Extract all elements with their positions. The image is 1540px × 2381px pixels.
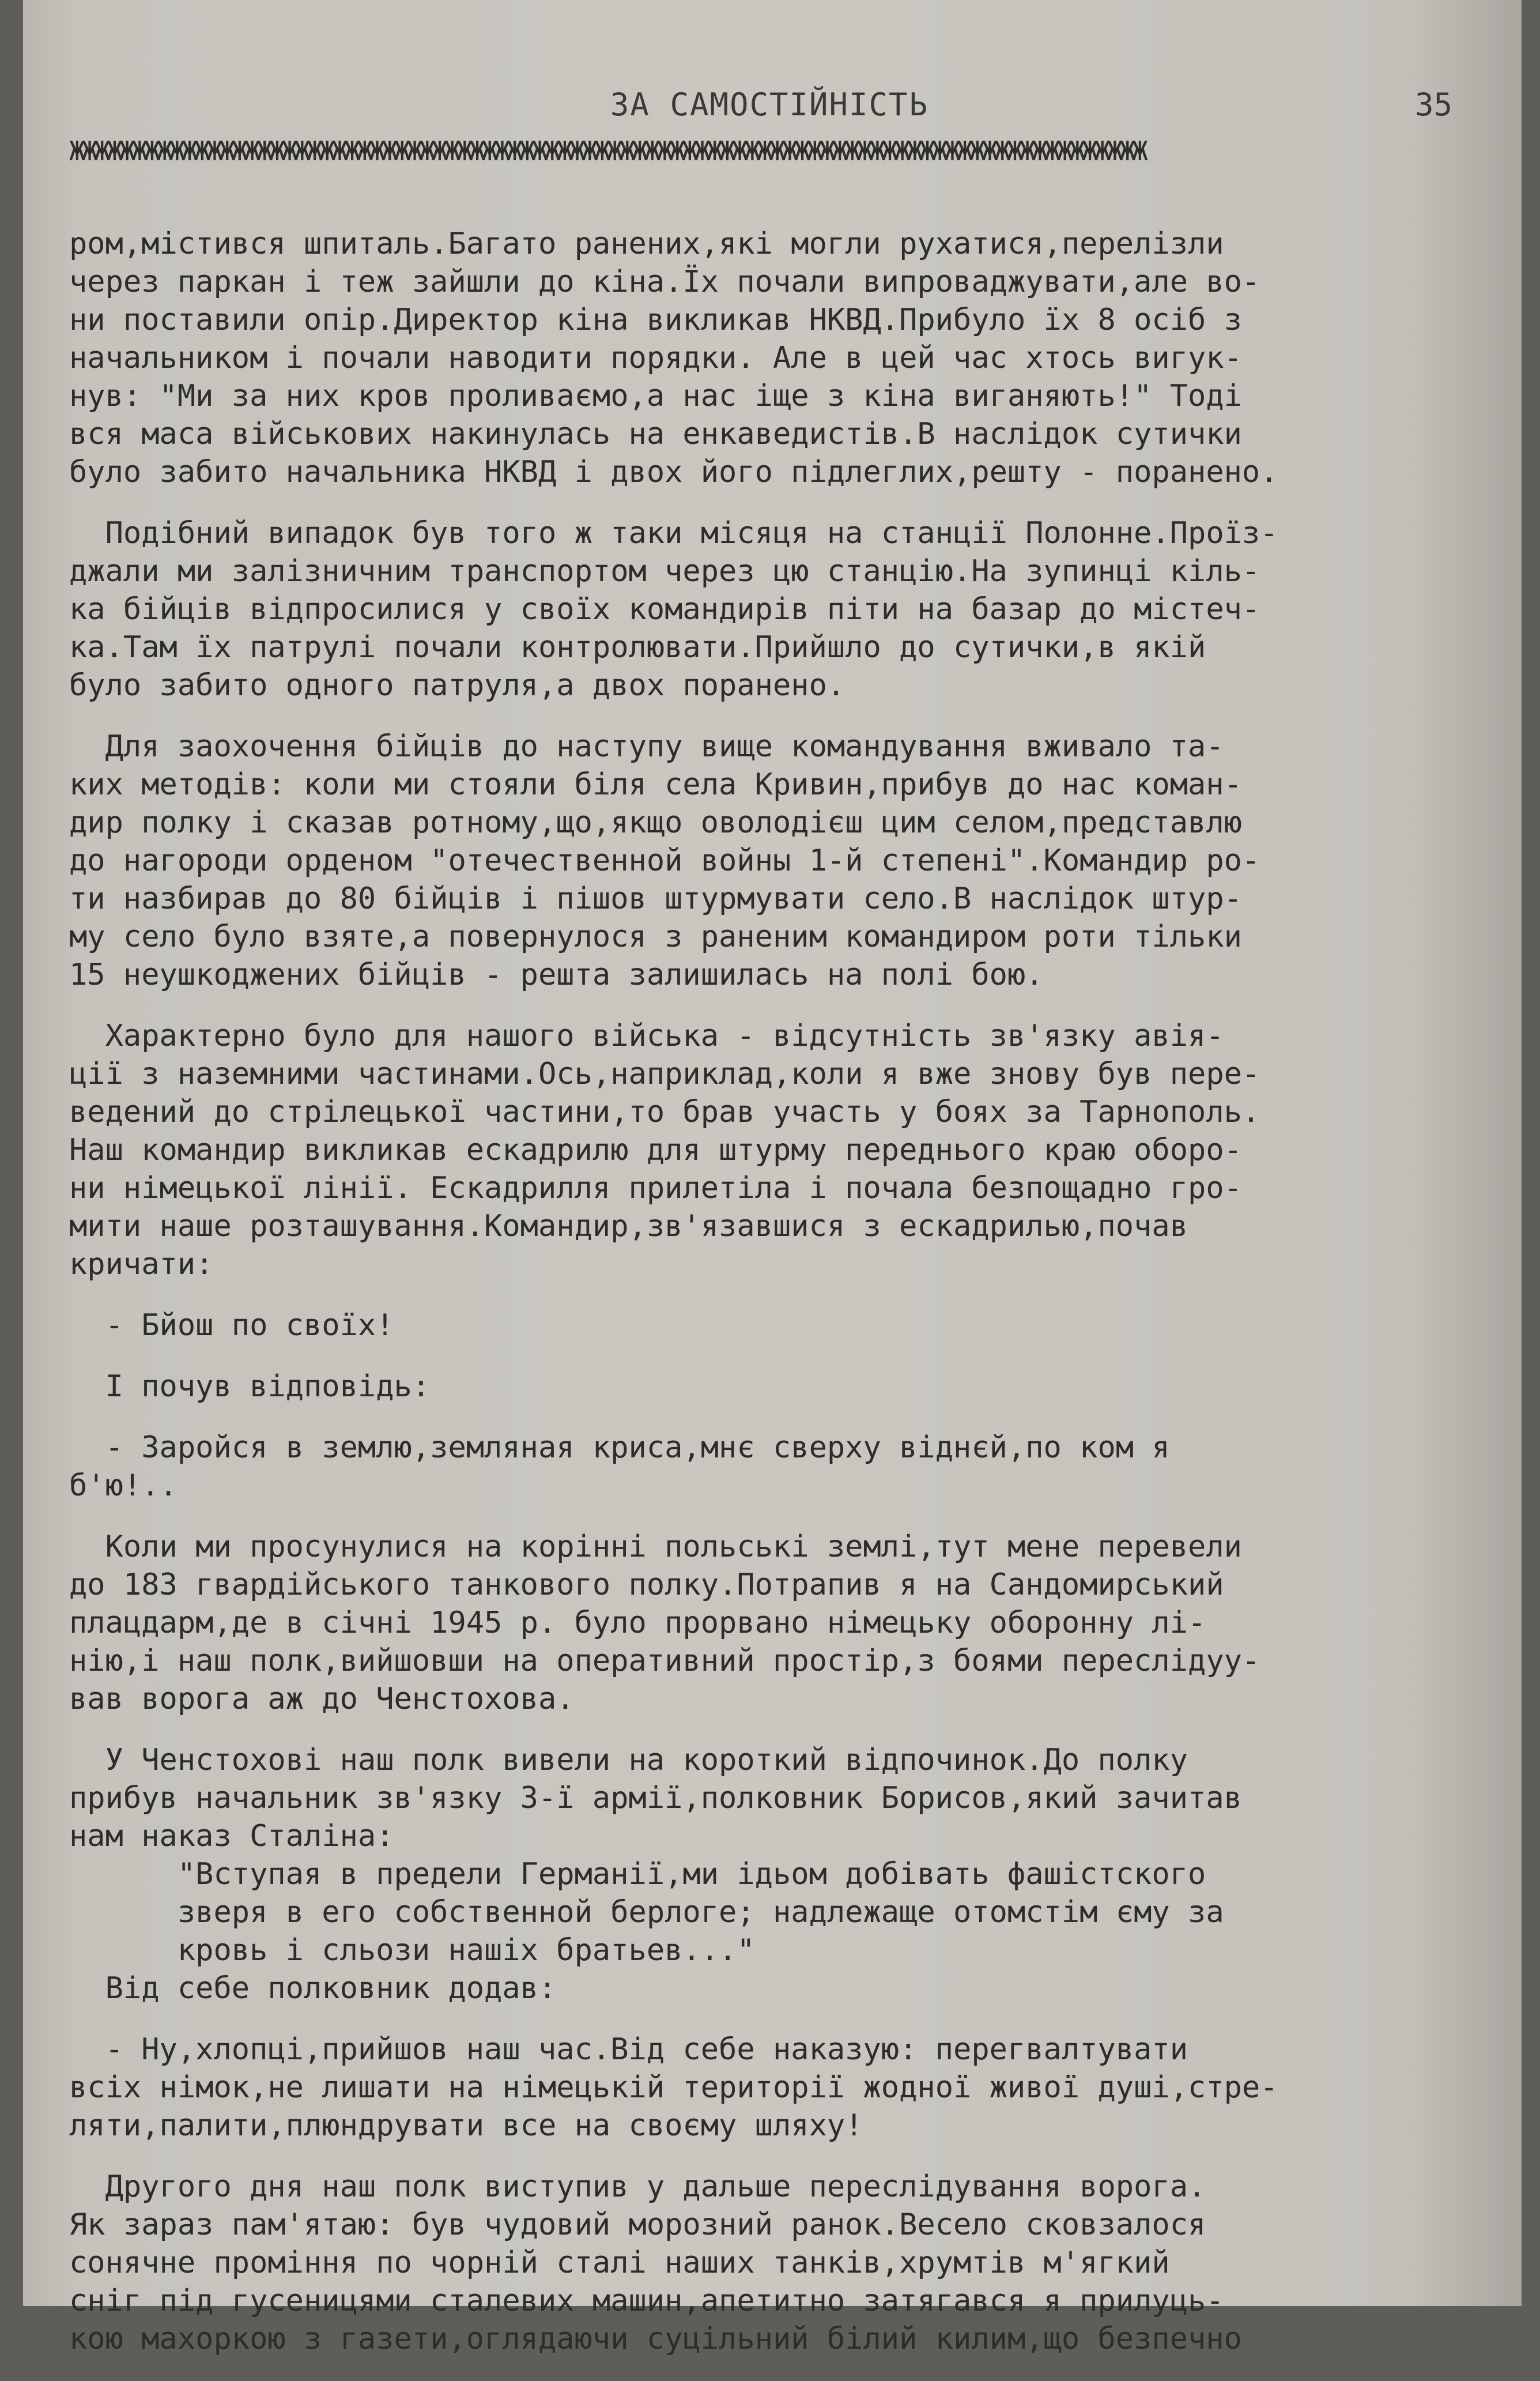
- text-line: І почув відповідь:: [69, 1369, 431, 1404]
- paragraph: [69, 728, 1487, 994]
- text-line: Наш командир викликав ескадрилю для штурму переднього краю оборо-: [69, 1133, 1242, 1167]
- text-line: ка.Там їх патрулі почали контролювати.Прийшло до сутички,в якій: [69, 630, 1206, 665]
- paragraph: [69, 1429, 1487, 1505]
- text-line: нам наказ Сталіна:: [69, 1819, 394, 1853]
- text-line: Коли ми просунулися на корінні польські землі,тут мене перевели: [69, 1529, 1242, 1564]
- text-line: ких методів: коли ми стояли біля села Кривин,прибув до нас коман-: [69, 767, 1242, 802]
- text-line: вав ворога аж до Ченстохова.: [69, 1682, 575, 1716]
- paragraph: [69, 1367, 1487, 1406]
- text-line: вся маса військових накинулась на енкаведистів.В наслідок сутички: [69, 417, 1242, 451]
- text-line: через паркан і теж зайшли до кіна.Їх почали випроваджувати,але во-: [69, 265, 1260, 299]
- paragraph: [69, 1306, 1487, 1344]
- text-line: ни німецької лінії. Ескадрилля прилетіла і почала безпощадно гро-: [69, 1171, 1242, 1205]
- text-line: мити наше розташування.Командир,зв'язавшися з ескадрилью,почав: [69, 1209, 1188, 1244]
- text-line: кою махоркою з газети,оглядаючи суцільний білий килим,що безпечно: [69, 2322, 1242, 2356]
- text-line: - Бйош по своїх!: [69, 1308, 394, 1343]
- text-line: - Ну,хлопці,прийшов наш час.Від себе наказую: перегвалтувати: [69, 2032, 1188, 2067]
- text-line: ведений до стрілецької частини,то брав участь у боях за Тарнополь.: [69, 1095, 1260, 1129]
- text-line: Для заохочення бійців до наступу вище командування вживало та-: [69, 729, 1224, 764]
- text-line: нув: "Ми за них кров проливаємо,а нас іще з кіна виганяють!" Тоді: [69, 379, 1242, 413]
- text-line: - Заройся в землю,земляная криса,мнє сверху віднєй,по ком я: [69, 1430, 1170, 1465]
- text-line: дир полку і сказав ротному,що,якщо оволодієш цим селом,представлю: [69, 805, 1242, 840]
- text-line: кричати:: [69, 1247, 214, 1282]
- text-line: ка бійців відпросилися у своїх командирів піти на базар до містеч-: [69, 592, 1260, 627]
- text-line: ром,містився шпиталь.Багато ранених,які могли рухатися,перелізли: [69, 227, 1224, 261]
- text-line: джали ми залізничним транспортом через цю станцію.На зупинці кіль-: [69, 554, 1260, 589]
- text-line: сніг під гусеницями сталевих машин,апетитно затягався я прилуць-: [69, 2284, 1224, 2318]
- quote-line: "Вступая в предели Германії,ми ідьом добівать фашістского: [69, 1857, 1206, 1892]
- paragraph: [69, 1017, 1487, 1283]
- text-line: ляти,палити,плюндрувати все на своєму шляху!: [69, 2108, 863, 2143]
- text-line: Характерно було для нашого війська - відсутність зв'язку авія-: [69, 1019, 1224, 1053]
- text-line: було забито одного патруля,а двох поранено.: [69, 668, 846, 703]
- header-divider-rule: ЖЖЖЖЖЖЖЖЖЖЖЖЖЖЖЖЖЖЖЖЖЖЖЖЖЖЖЖЖЖЖЖЖЖЖЖЖЖЖЖЖЖЖЖЖЖЖЖЖЖЖЖЖЖЖЖЖЖЖЖЖЖЖЖЖЖЖЖЖЖЖЖЖЖЖЖЖЖЖЖЖЖЖЖЖЖ: [69, 135, 1145, 167]
- page-header: [69, 86, 1470, 133]
- paragraph: [69, 514, 1487, 704]
- text-line: сонячне проміння по чорній сталі наших танків,хрумтів м'ягкий: [69, 2246, 1170, 2280]
- paragraph: [69, 225, 1487, 491]
- text-line: му село було взяте,а повернулося з раненим командиром роти тільки: [69, 920, 1242, 954]
- document-page: [23, 0, 1522, 2356]
- text-line: було забито начальника НКВД і двох його підлеглих,решту - поранено.: [69, 455, 1278, 489]
- text-line: Подібний випадок був того ж таки місяця на станції Полонне.Проїз-: [69, 516, 1278, 551]
- text-line: прибув начальник зв'язку 3-ї армії,полковник Борисов,який зачитав: [69, 1781, 1242, 1815]
- paragraph: [69, 1528, 1487, 1718]
- paragraph: [69, 2030, 1487, 2145]
- text-line: 15 неушкоджених бійців - решта залишилась на полі бою.: [69, 958, 1044, 992]
- page-number: 35: [1414, 86, 1452, 123]
- quotation: [69, 1855, 1487, 1969]
- paragraph: [69, 1741, 1487, 2007]
- text-line: до нагороди орденом "отечественной войны 1-й степені".Командир ро-: [69, 843, 1260, 878]
- running-title: ЗА САМОСТІЙНІСТЬ: [610, 86, 929, 123]
- text-line: до 183 гвардійського танкового полку.Потрапив я на Сандомирський: [69, 1568, 1224, 1602]
- body-text: [69, 225, 1487, 2381]
- text-line: ни поставили опір.Директор кіна викликав НКВД.Прибуло їх 8 осіб з: [69, 303, 1242, 337]
- text-line: начальником і почали наводити порядки. Але в цей час хтось вигук-: [69, 341, 1242, 375]
- text-line: Від себе полковник додав:: [69, 1971, 557, 2006]
- quote-line: зверя в его собственной берлоге; надлежаще отомстім єму за: [69, 1895, 1224, 1930]
- text-line: У Ченстохові наш полк вивели на короткий відпочинок.До полку: [69, 1743, 1188, 1777]
- text-line: нію,і наш полк,вийшовши на оперативний простір,з боями переслідуу-: [69, 1644, 1260, 1678]
- text-line: ти назбирав до 80 бійців і пішов штурмувати село.В наслідок штур-: [69, 881, 1242, 916]
- text-line: ції з наземними частинами.Ось,наприклад,коли я вже знову був пере-: [69, 1057, 1260, 1091]
- text-line: б'ю!..: [69, 1468, 178, 1503]
- quote-line: кровь і сльози нашіх братьев...": [69, 1933, 755, 1968]
- text-line: плацдарм,де в січні 1945 р. було прорвано німецьку оборонну лі-: [69, 1606, 1206, 1640]
- text-line: Другого дня наш полк виступив у дальше переслідування ворога.: [69, 2169, 1206, 2204]
- text-line: всіх німок,не лишати на німецькій території жодної живої душі,стре-: [69, 2070, 1278, 2105]
- text-line: Як зараз пам'ятаю: був чудовий морозний ранок.Весело сковзалося: [69, 2207, 1206, 2242]
- paragraph: [69, 2168, 1487, 2358]
